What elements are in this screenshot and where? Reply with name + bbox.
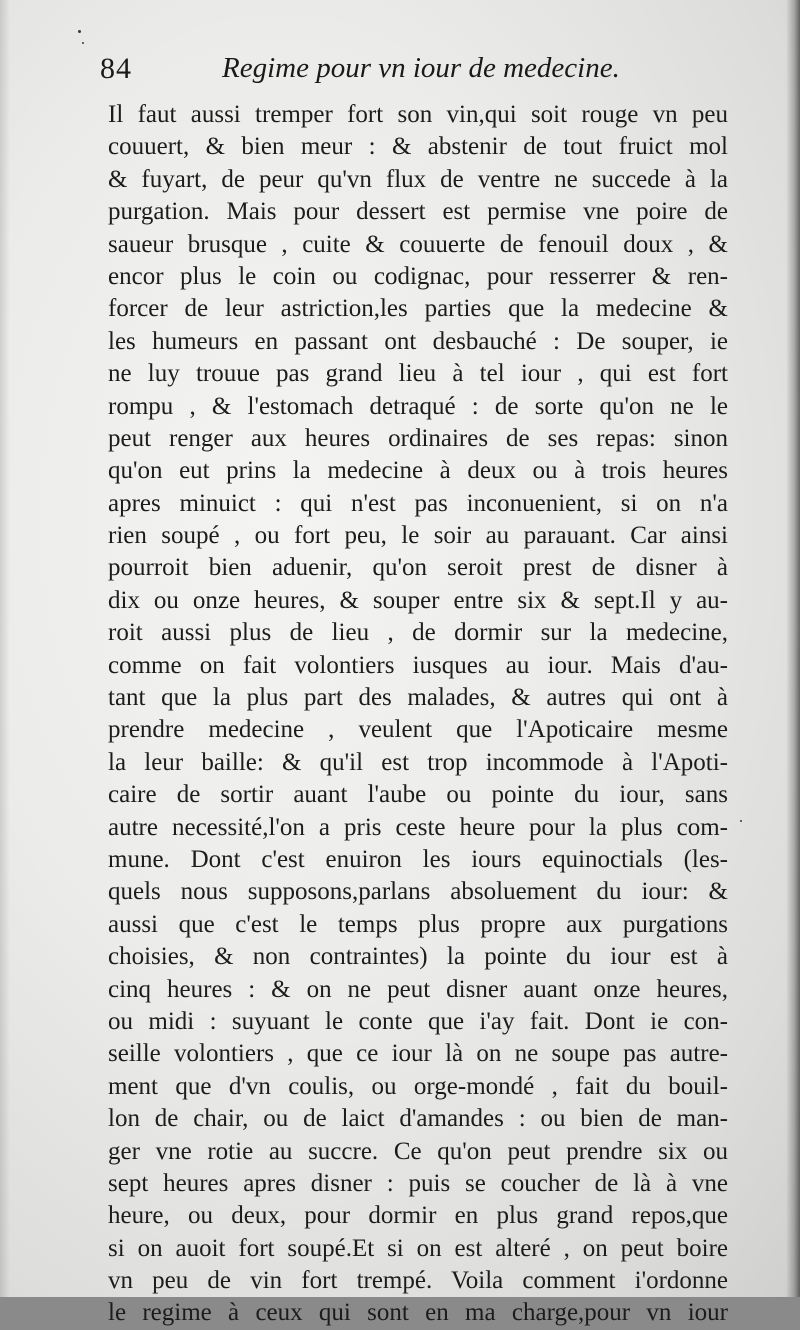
text-line: vn peu de vin fort trempé. Voila comment i'ordonne [108, 1267, 728, 1295]
text-line: peut renger aux heures ordinaires de ses repas: sinon [108, 424, 728, 452]
ink-speck [82, 42, 84, 44]
text-line: caire de sortir auant l'aube ou pointe du iour, sans [108, 781, 728, 809]
page-left-shadow [0, 0, 10, 1297]
body-text [108, 99, 728, 1330]
running-title: Regime pour vn iour de medecine. [222, 52, 620, 84]
text-line: rien soupé , ou fort peu, le soir au parauant. Car ainsi [108, 522, 728, 550]
text-line: qu'on eut prins la medecine à deux ou à trois heures [108, 457, 728, 485]
text-line: ger vne rotie au succre. Ce qu'on peut prendre six ou [108, 1137, 728, 1165]
text-line: Il faut aussi tremper fort son vin,qui soit rouge vn peu [108, 101, 728, 128]
text-line: les humeurs en passant ont desbauché : De souper, ie [108, 327, 728, 355]
text-line: cinq heures : & on ne peut disner auant onze heures, [108, 975, 728, 1003]
ink-speck [740, 820, 742, 822]
text-line: encor plus le coin ou codignac, pour resserrer & ren- [108, 262, 728, 290]
text-line: le regime à ceux qui sont en ma charge,pour vn iour [108, 1299, 728, 1327]
text-line: purgation. Mais pour dessert est permise vne poire de [108, 198, 728, 226]
text-line: pourroit bien aduenir, qu'on seroit prest de disner à [108, 554, 728, 582]
text-line: roit aussi plus de lieu , de dormir sur la medecine, [108, 619, 728, 647]
text-line: autre necessité,l'on a pris ceste heure pour la plus com- [108, 813, 728, 841]
text-line: comme on fait volontiers iusques au iour. Mais d'au- [108, 651, 728, 679]
text-line: sept heures apres disner : puis se coucher de là à vne [108, 1169, 728, 1197]
text-line: choisies, & non contraintes) la pointe du iour est à [108, 943, 728, 971]
text-line: & fuyart, de peur qu'vn flux de ventre ne succede à la [108, 165, 728, 193]
text-line: tant que la plus part des malades, & autres qui ont à [108, 684, 728, 712]
text-line: forcer de leur astriction,les parties que la medecine & [108, 295, 728, 323]
page-header [100, 52, 740, 96]
text-line: prendre medecine , veulent que l'Apoticaire mesme [108, 716, 728, 744]
text-line: ment que d'vn coulis, ou orge-mondé , fait du bouil- [108, 1072, 728, 1100]
text-line: la leur baille: & qu'il est trop incommode à l'Apoti- [108, 748, 728, 776]
page-right-shadow [786, 0, 800, 1297]
page-number: 84 [100, 52, 132, 85]
text-line: ou midi : suyuant le conte que i'ay fait. Dont ie con- [108, 1007, 728, 1035]
text-line: quels nous supposons,parlans absoluement du iour: & [108, 878, 728, 906]
text-line: mune. Dont c'est enuiron les iours equinoctials (les- [108, 845, 728, 873]
ink-speck [78, 30, 81, 33]
text-line: ne luy trouue pas grand lieu à tel iour , qui est fort [108, 360, 728, 388]
text-line: dix ou onze heures, & souper entre six & sept.Il y au- [108, 586, 728, 614]
text-line: heure, ou deux, pour dormir en plus grand repos,que [108, 1202, 728, 1230]
text-line: lon de chair, ou de laict d'amandes : ou bien de man- [108, 1105, 728, 1133]
text-line: apres minuict : qui n'est pas inconuenient, si on n'a [108, 489, 728, 517]
text-line: seille volontiers , que ce iour là on ne soupe pas autre- [108, 1040, 728, 1068]
text-line: aussi que c'est le temps plus propre aux purgations [108, 910, 728, 938]
text-line: saueur brusque , cuite & couuerte de fenouil doux , & [108, 230, 728, 258]
text-line: si on auoit fort soupé.Et si on est alteré , on peut boire [108, 1234, 728, 1262]
text-line: couuert, & bien meur : & abstenir de tout fruict mol [108, 133, 728, 161]
text-line: rompu , & l'estomach detraqué : de sorte qu'on ne le [108, 392, 728, 420]
